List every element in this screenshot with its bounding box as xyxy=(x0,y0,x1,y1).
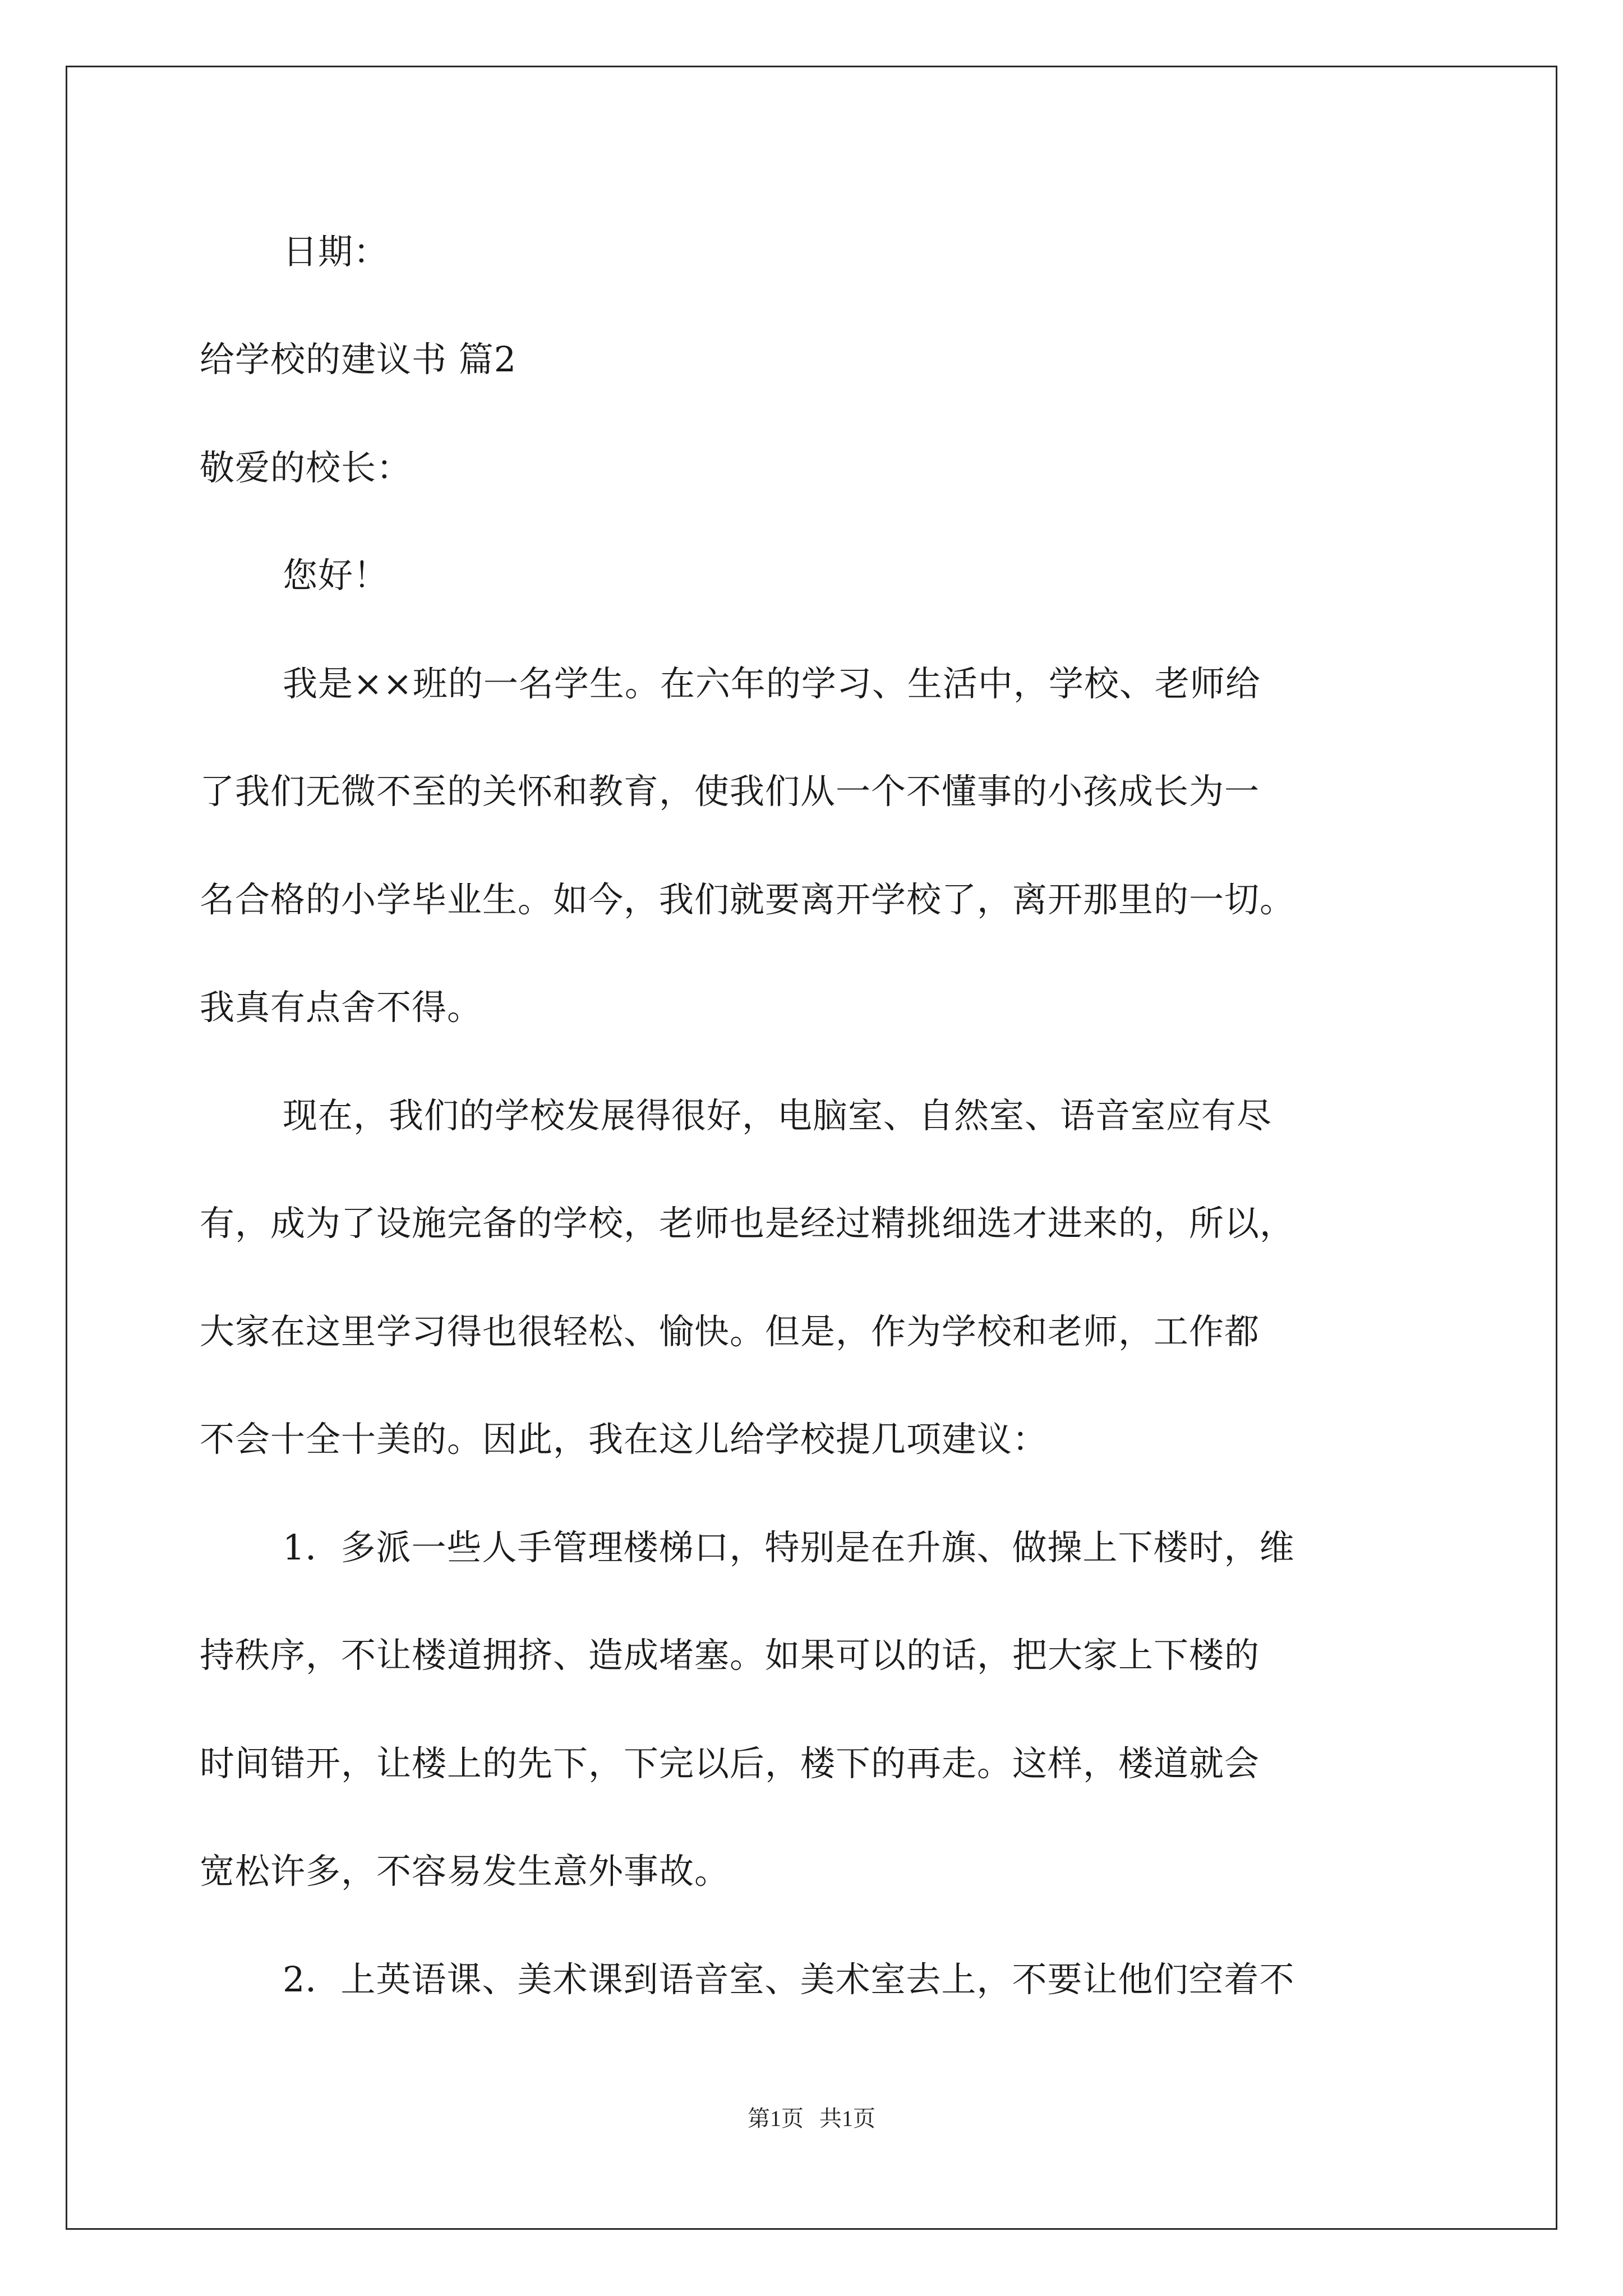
suggestion-line: 宽松许多，不容易发生意外事故。 xyxy=(200,1851,730,1892)
section-title: 给学校的建议书 篇2 xyxy=(200,339,517,380)
paragraph-line: 我是××班的一名学生。在六年的学习、生活中，学校、老师给 xyxy=(283,663,1261,704)
suggestion-line: 2．上英语课、美术课到语音室、美术室去上，不要让他们空着不 xyxy=(283,1959,1295,2000)
paragraph-line: 现在，我们的学校发展得很好，电脑室、自然室、语音室应有尽 xyxy=(283,1095,1272,1136)
salutation: 敬爱的校长： xyxy=(200,447,412,488)
paragraph-line: 名合格的小学毕业生。如今，我们就要离开学校了，离开那里的一切。 xyxy=(200,879,1295,920)
page-border xyxy=(66,66,1557,2230)
suggestion-line: 1．多派一些人手管理楼梯口，特别是在升旗、做操上下楼时，维 xyxy=(283,1527,1295,1568)
suggestion-line: 持秩序，不让楼道拥挤、造成堵塞。如果可以的话，把大家上下楼的 xyxy=(200,1635,1260,1676)
paragraph-line: 我真有点舍不得。 xyxy=(200,987,483,1028)
suggestion-line: 时间错开，让楼上的先下，下完以后，楼下的再走。这样，楼道就会 xyxy=(200,1743,1260,1784)
date-line: 日期： xyxy=(283,231,389,272)
paragraph-line: 不会十全十美的。因此，我在这儿给学校提几项建议： xyxy=(200,1419,1048,1460)
greeting: 您好！ xyxy=(283,555,389,596)
page-number: 第1页 xyxy=(748,2106,804,2131)
paragraph-line: 了我们无微不至的关怀和教育，使我们从一个不懂事的小孩成长为一 xyxy=(200,771,1260,812)
paragraph-line: 有，成为了设施完备的学校，老师也是经过精挑细选才进来的，所以， xyxy=(200,1203,1295,1244)
paragraph-line: 大家在这里学习得也很轻松、愉快。但是，作为学校和老师，工作都 xyxy=(200,1311,1260,1352)
page-total: 共1页 xyxy=(819,2106,875,2131)
page-footer xyxy=(0,2101,1623,2133)
